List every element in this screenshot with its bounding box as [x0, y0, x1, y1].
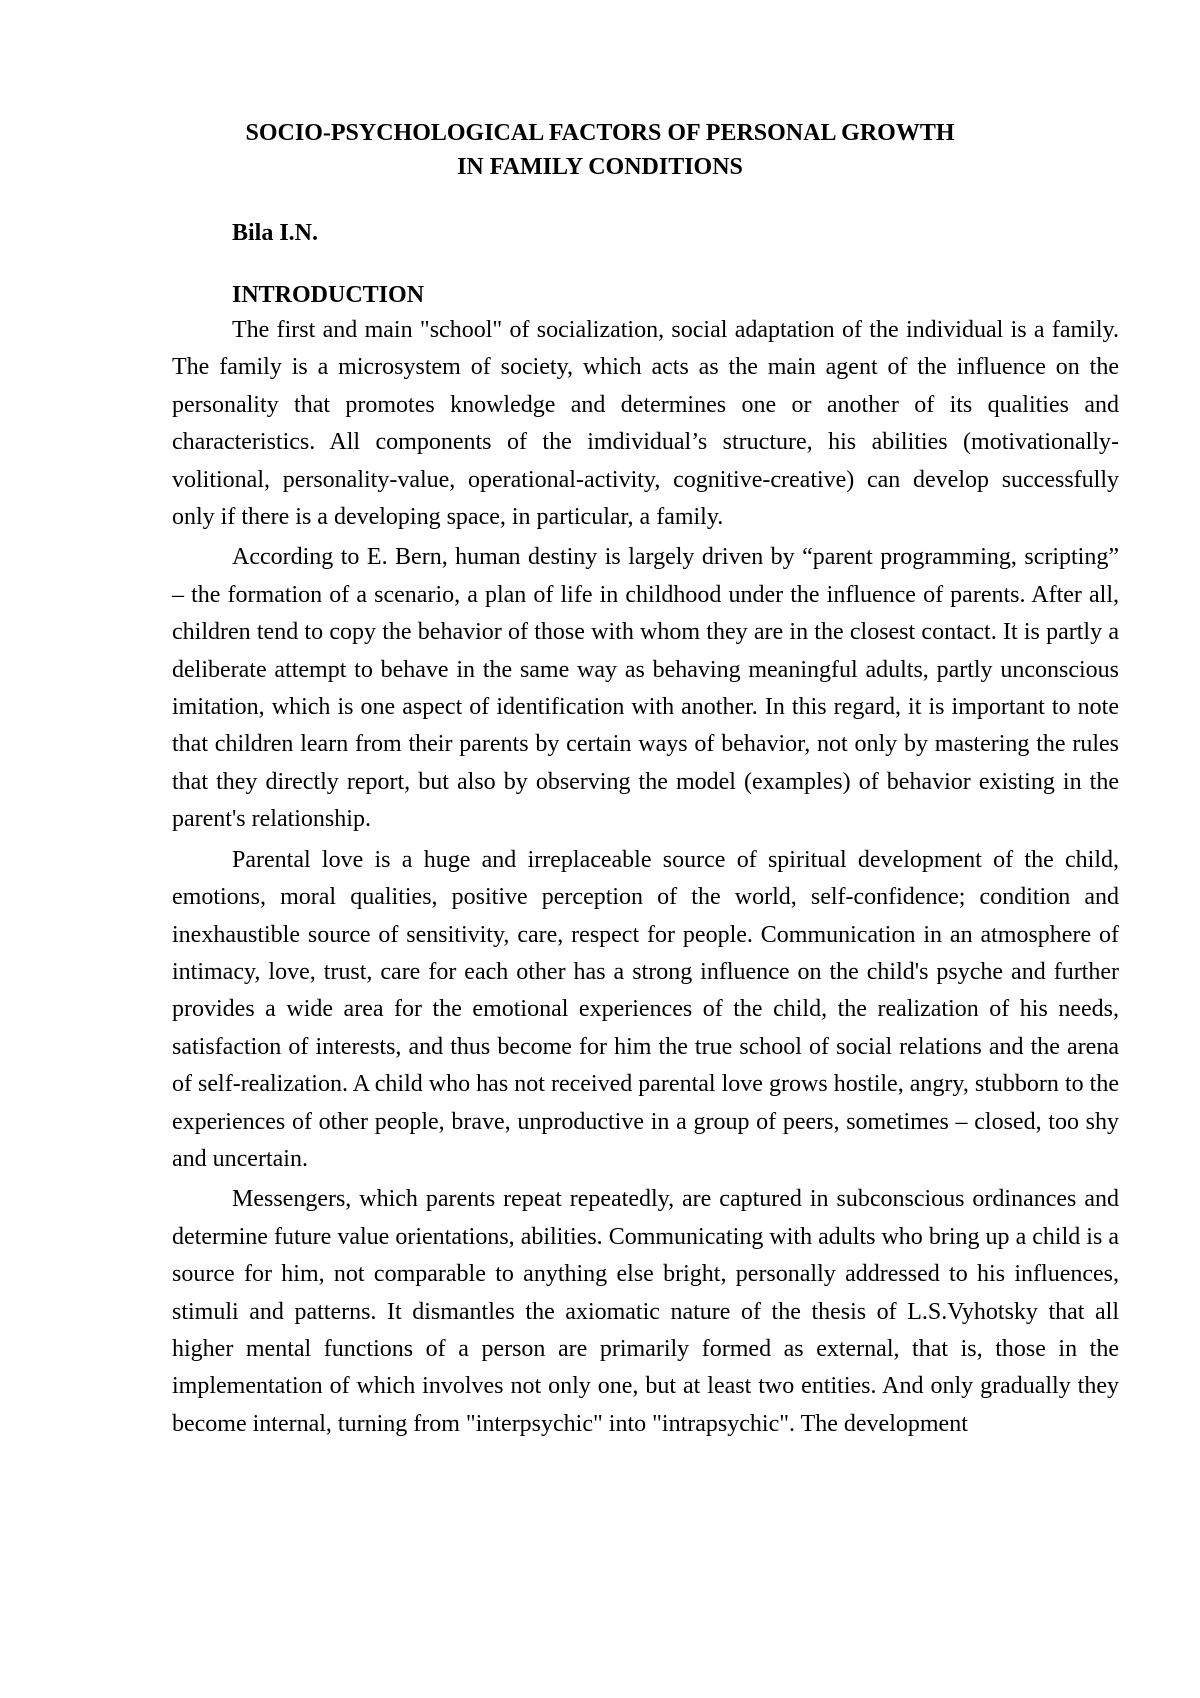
- paragraph-1: The first and main "school" of socialization, social adaptation of the individual is a family. The family is a microsystem of society, which acts as the main agent of the influence on the personality that promotes knowledge and determines one or another of its qualities and characteristics. All components of the imdividual’s structure, his abilities (motivationally-volitional, personality-value, operational-activity, cognitive-creative) can develop successfully only if there is a developing space, in particular, a family.: [172, 317, 1119, 531]
- paragraph-4: Messengers, which parents repeat repeatedly, are captured in subconscious ordinances and determine future value orientations, abilities. Communicating with adults who bring up a child is a source for him, not comparable to anything else bright, personally addressed to his influences, stimuli and patterns. It dismantles the axiomatic nature of the thesis of L.S.Vyhotsky that all higher mental functions of a person are primarily formed as external, that is, those in the implementation of which involves not only one, but at least two entities. And only gradually they become internal, turning from "interpsychic" into "intrapsychic". The development: [172, 1186, 1119, 1437]
- title-line-1: SOCIO-PSYCHOLOGICAL FACTORS OF PERSONAL GROWTH: [245, 120, 955, 146]
- section-heading-introduction: INTRODUCTION: [232, 282, 425, 308]
- title-line-2: IN FAMILY CONDITIONS: [457, 154, 743, 180]
- document-title: [160, 116, 1040, 184]
- body-text: [172, 312, 1119, 1446]
- paragraph-3: Parental love is a huge and irreplaceable source of spiritual development of the child, emotions, moral qualities, positive perception of the world, self-confidence; condition and inexhaustible source of sensitivity, care, respect for people. Communication in an atmosphere of intimacy, love, trust, care for each other has a strong influence on the child's psyche and further provides a wide area for the emotional experiences of the child, the realization of his needs, satisfaction of interests, and thus become for him the true school of social relations and the arena of self-realization. A child who has not received parental love grows hostile, angry, stubborn to the experiences of other people, brave, unproductive in a group of peers, sometimes – closed, too shy and uncertain.: [172, 846, 1119, 1172]
- author-name: Bila I.N.: [232, 220, 319, 246]
- paragraph-2: According to E. Bern, human destiny is largely driven by “parent programming, scripting” – the formation of a scenario, a plan of life in childhood under the influence of parents. After all, children tend to copy the behavior of those with whom they are in the closest contact. It is partly a deliberate attempt to behave in the same way as behaving meaningful adults, partly unconscious imitation, which is one aspect of identification with another. In this regard, it is important to note that children learn from their parents by certain ways of behavior, not only by mastering the rules that they directly report, but also by observing the model (examples) of behavior existing in the parent's relationship.: [172, 544, 1119, 833]
